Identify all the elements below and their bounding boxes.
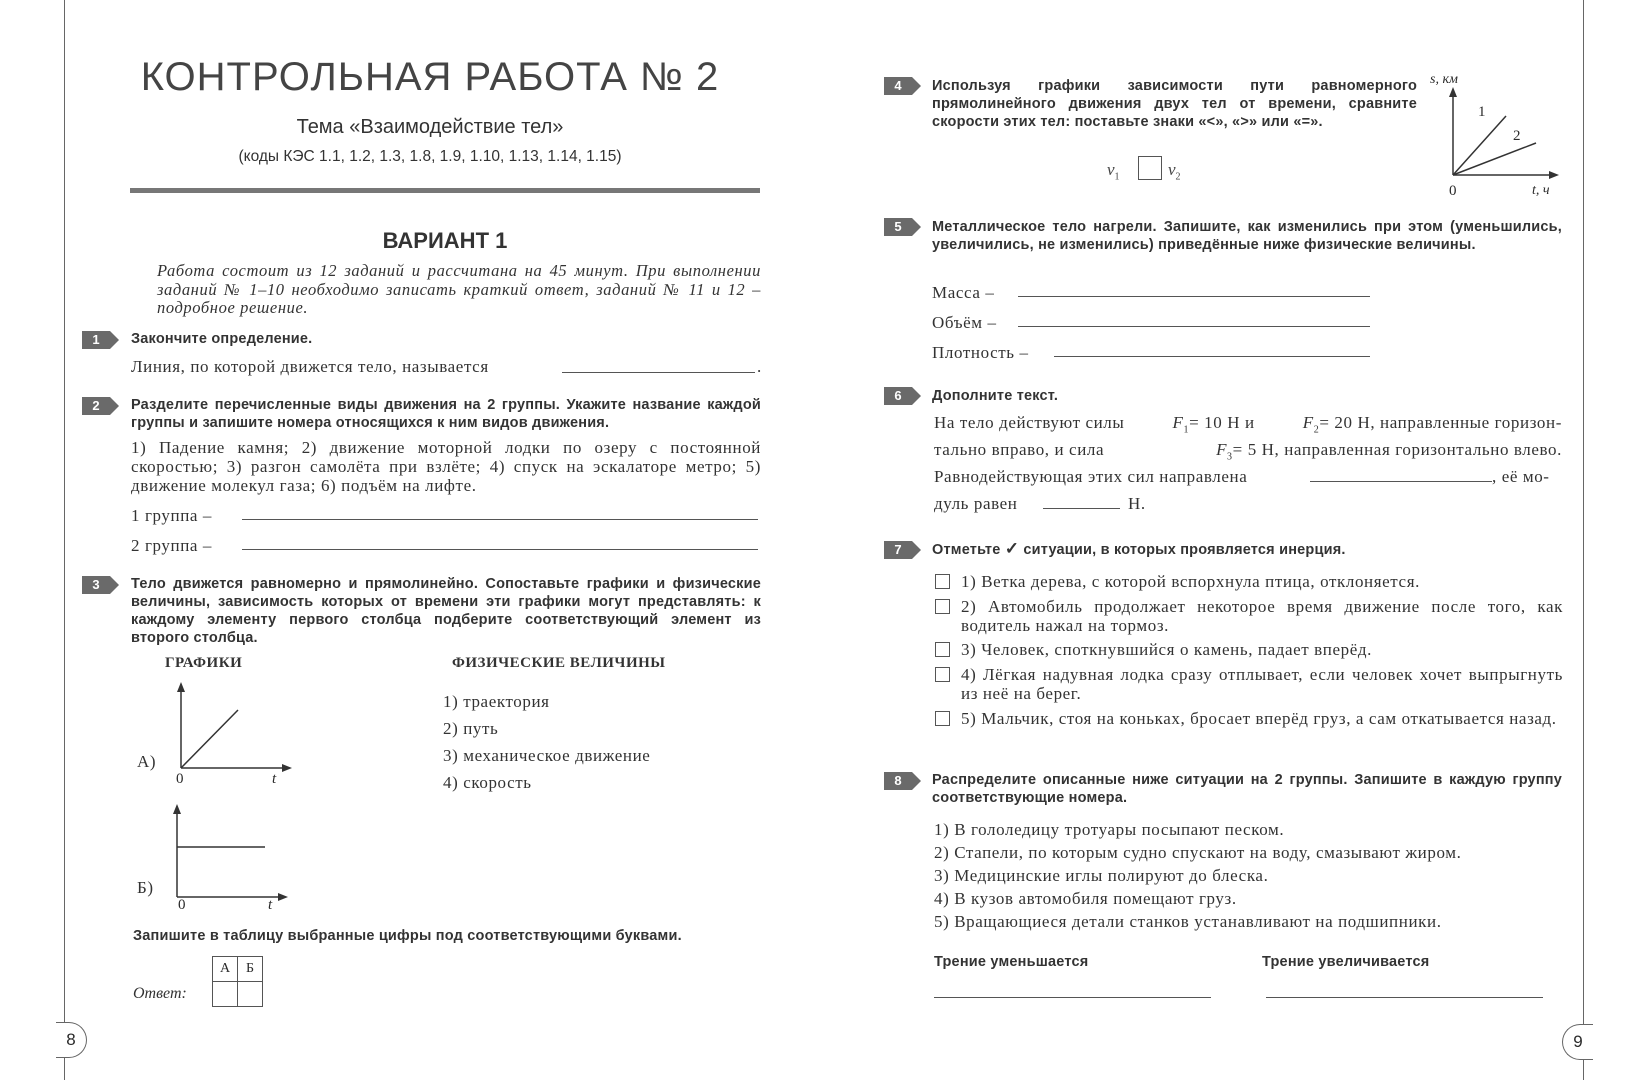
friction-decreases-line[interactable] <box>934 997 1211 998</box>
graph-b-zero: 0 <box>178 897 186 913</box>
graph-a-zero: 0 <box>176 771 184 787</box>
graph-a-x-arrow <box>282 764 292 772</box>
task-7-item-2: 2) Автомобиль продолжает некоторое время движение после того, как водитель нажал на тормоз. <box>961 597 1563 635</box>
task-5-density-line[interactable] <box>1054 356 1370 357</box>
task-7-title-b: ситуации, в которых проявляется инерция. <box>1023 542 1346 558</box>
answer-col-b: Б <box>238 957 263 982</box>
graph-b-t: t <box>268 897 273 913</box>
task-6-badge: 6 <box>884 387 912 405</box>
graph-b-x-arrow <box>278 893 288 901</box>
task-6-text-3: Равнодействующая этих сил направлена <box>934 467 1248 486</box>
answer-cell-b[interactable] <box>238 982 263 1007</box>
task-7-item-1: 1) Ветка дерева, с которой вспорхнула птица, отклоняется. <box>961 572 1420 591</box>
v2-sub: 2 <box>1175 171 1181 183</box>
task-5-volume-line[interactable] <box>1018 326 1370 327</box>
task-5-badge: 5 <box>884 218 912 236</box>
f1-sub: 1 <box>1183 424 1190 436</box>
task-4-title: Используя графики зависимости пути равномерного прямолинейного движения двух тел от времени, сравните скорости этих тел: поставьте знаки «<», «>» или «=». <box>932 78 1417 130</box>
f3-sub: 3 <box>1227 451 1233 463</box>
task-6-f3 <box>1216 440 1562 466</box>
task-6-f1 <box>1173 413 1255 439</box>
intro-text: Работа состоит из 12 заданий и рассчитана на 45 минут. При выполнении заданий № 1–10 необходимо записать краткий ответ, заданий № 11 и 12 – подробное решение. <box>157 261 761 317</box>
task-1-text: Линия, по которой движется тело, называется <box>131 357 489 376</box>
graph-a <box>168 680 298 790</box>
graph-b-y-arrow <box>173 804 181 814</box>
answer-cell-a[interactable] <box>213 982 238 1007</box>
task-6-text-2: тально вправо, и сила <box>934 440 1105 459</box>
task-7-item-4: 4) Лёгкая надувная лодка сразу отплывает, если человек хочет выпрыгнуть из неё на берег. <box>961 665 1563 703</box>
task-7-title-a: Отметьте <box>932 542 1001 558</box>
graph-a-y-arrow <box>177 682 185 692</box>
left-page-number: 8 <box>56 1022 87 1058</box>
task-8-item-4: 4) В кузов автомобиля помещают груз. <box>934 889 1237 908</box>
task-6-text-1: На тело действуют силы <box>934 413 1125 432</box>
right-page-number: 9 <box>1562 1024 1593 1060</box>
v1-symbol: v <box>1107 160 1115 179</box>
task-2-group1-label: 1 группа – <box>131 506 212 525</box>
task-5-item-density: Плотность – <box>932 343 1029 362</box>
task-3-table-note: Запишите в таблицу выбранные цифры под соответствующими буквами. <box>133 928 682 944</box>
task-4-axis-s: s, км <box>1430 72 1458 87</box>
graph-a-label: А) <box>137 752 157 771</box>
graph-a-t: t <box>272 771 277 787</box>
task-2-badge: 2 <box>82 397 110 415</box>
task-5-item-mass: Масса – <box>932 283 995 302</box>
task-6-unit: Н. <box>1128 494 1146 513</box>
task-3-title: Тело движется равномерно и прямолинейно. Сопоставьте графики и физические величины, зависимость которых от времени эти графики могут представлять: к каждому элементу первого столбца подберите соответствующий элемент из второго столбца. <box>131 576 761 646</box>
task-2-text: 1) Падение камня; 2) движение моторной лодки по озеру с постоянной скоростью; 3) разгон самолёта при взлёте; 4) спуск на эскалаторе метро; 5) движение молекул газа; 6) подъём на лифте. <box>131 438 761 495</box>
task-7-item-5: 5) Мальчик, стоя на коньках, бросает вперёд груз, а сам откатывается назад. <box>961 709 1557 728</box>
answer-label: Ответ: <box>133 985 187 1002</box>
quantity-item: 2) путь <box>443 719 499 738</box>
task-6-line-1 <box>934 413 1562 439</box>
page-title: КОНТРОЛЬНАЯ РАБОТА № 2 <box>140 55 720 99</box>
task-6-text-3-end: , её мо- <box>1492 467 1550 486</box>
right-page-edge <box>1583 0 1584 1080</box>
task-4-line-1-label: 1 <box>1478 104 1486 120</box>
graphs-header: ГРАФИКИ <box>165 655 243 671</box>
graph-b-label: Б) <box>137 878 154 897</box>
task-8-item-1: 1) В гололедицу тротуары посыпают песком. <box>934 820 1285 839</box>
task-5-title: Металлическое тело нагрели. Запишите, как изменились при этом (уменьшились, увеличились, не изменились) приведённые ниже физические величины. <box>932 219 1562 253</box>
task-1-title: Закончите определение. <box>131 331 313 347</box>
task-2-title: Разделите перечисленные виды движения на 2 группы. Укажите название каждой группы и запишите номера относящихся к ним видов движения. <box>131 397 761 431</box>
left-page-edge <box>64 0 65 1080</box>
f1-value: = 10 Н и <box>1189 413 1255 432</box>
topic-subtitle: Тема «Взаимодействие тел» <box>296 116 564 138</box>
task-7-checkbox-3[interactable] <box>935 642 950 657</box>
task-8-item-2: 2) Стапели, по которым судно спускают на воду, смазывают жиром. <box>934 843 1462 862</box>
kes-codes: (коды КЭС 1.1, 1.2, 1.3, 1.8, 1.9, 1.10, 1.13, 1.14, 1.15) <box>238 148 622 165</box>
task-7-title <box>932 540 1346 559</box>
task-7-checkbox-5[interactable] <box>935 711 950 726</box>
task-4-axis-zero: 0 <box>1449 183 1457 199</box>
task-6-modulus-line[interactable] <box>1043 508 1120 509</box>
task-7-item-3: 3) Человек, споткнувшийся о камень, падает вперёд. <box>961 640 1372 659</box>
task-4-line-1 <box>1453 116 1506 175</box>
f3-symbol: F <box>1216 440 1228 459</box>
task-1-answer-line[interactable] <box>562 372 755 373</box>
quantity-item: 4) скорость <box>443 773 532 792</box>
task-5-mass-line[interactable] <box>1018 296 1370 297</box>
v2-label <box>1168 160 1181 182</box>
task-7-checkbox-2[interactable] <box>935 599 950 614</box>
friction-increases-header: Трение увеличивается <box>1262 954 1430 970</box>
task-4-axis-t: t, ч <box>1532 183 1550 198</box>
check-icon: ✓ <box>1004 539 1020 558</box>
task-7-checkbox-4[interactable] <box>935 667 950 682</box>
answer-table <box>212 956 263 1007</box>
task-1-period: . <box>757 357 762 376</box>
task-2-group2-line[interactable] <box>242 549 758 550</box>
task-6-text-4: дуль равен <box>934 494 1018 513</box>
graph-a-line <box>181 710 238 768</box>
task-6-line-2 <box>934 440 1562 466</box>
task-2-group1-line[interactable] <box>242 519 758 520</box>
task-8-title: Распределите описанные ниже ситуации на 2 группы. Запишите в каждую группу соответствующие номера. <box>932 772 1562 806</box>
graph-b <box>164 802 294 912</box>
variant-heading: ВАРИАНТ 1 <box>382 228 508 253</box>
v1-label <box>1107 160 1120 182</box>
task-7-checkbox-1[interactable] <box>935 574 950 589</box>
task-6-f2 <box>1303 413 1562 439</box>
f2-symbol: F <box>1302 413 1314 432</box>
f1-symbol: F <box>1172 413 1184 432</box>
f2-value: = 20 Н, направленные горизон- <box>1319 413 1562 432</box>
quantity-item: 1) траектория <box>443 692 550 711</box>
task-3-badge: 3 <box>82 576 110 594</box>
v2-symbol: v <box>1168 160 1176 179</box>
task-5-item-volume: Объём – <box>932 313 997 332</box>
task-4-badge: 4 <box>884 77 912 95</box>
task-8-item-3: 3) Медицинские иглы полируют до блеска. <box>934 866 1269 885</box>
friction-decreases-header: Трение уменьшается <box>934 954 1089 970</box>
task-2-group2-label: 2 группа – <box>131 536 212 555</box>
task-6-direction-line[interactable] <box>1310 481 1492 482</box>
answer-col-a: А <box>213 957 238 982</box>
quantities-header: ФИЗИЧЕСКИЕ ВЕЛИЧИНЫ <box>452 655 666 671</box>
compare-box[interactable] <box>1138 156 1162 180</box>
friction-increases-line[interactable] <box>1266 997 1543 998</box>
task-7-badge: 7 <box>884 541 912 559</box>
f2-sub: 2 <box>1313 424 1320 436</box>
quantity-item: 3) механическое движение <box>443 746 651 765</box>
f3-value: = 5 Н, направленная горизонтально влево. <box>1232 440 1562 459</box>
task-4-graph <box>1445 85 1575 185</box>
v1-sub: 1 <box>1114 171 1120 183</box>
task-8-item-5: 5) Вращающиеся детали станков устанавливают на подшипники. <box>934 912 1442 931</box>
task-6-title: Дополните текст. <box>932 388 1059 404</box>
title-rule <box>130 188 760 193</box>
task-4-y-arrow <box>1449 87 1457 97</box>
task-4-line-2-label: 2 <box>1513 128 1521 144</box>
task-8-badge: 8 <box>884 772 912 790</box>
task-1-badge: 1 <box>82 331 110 349</box>
task-4-line-2 <box>1453 143 1536 175</box>
task-4-x-arrow <box>1549 171 1559 179</box>
